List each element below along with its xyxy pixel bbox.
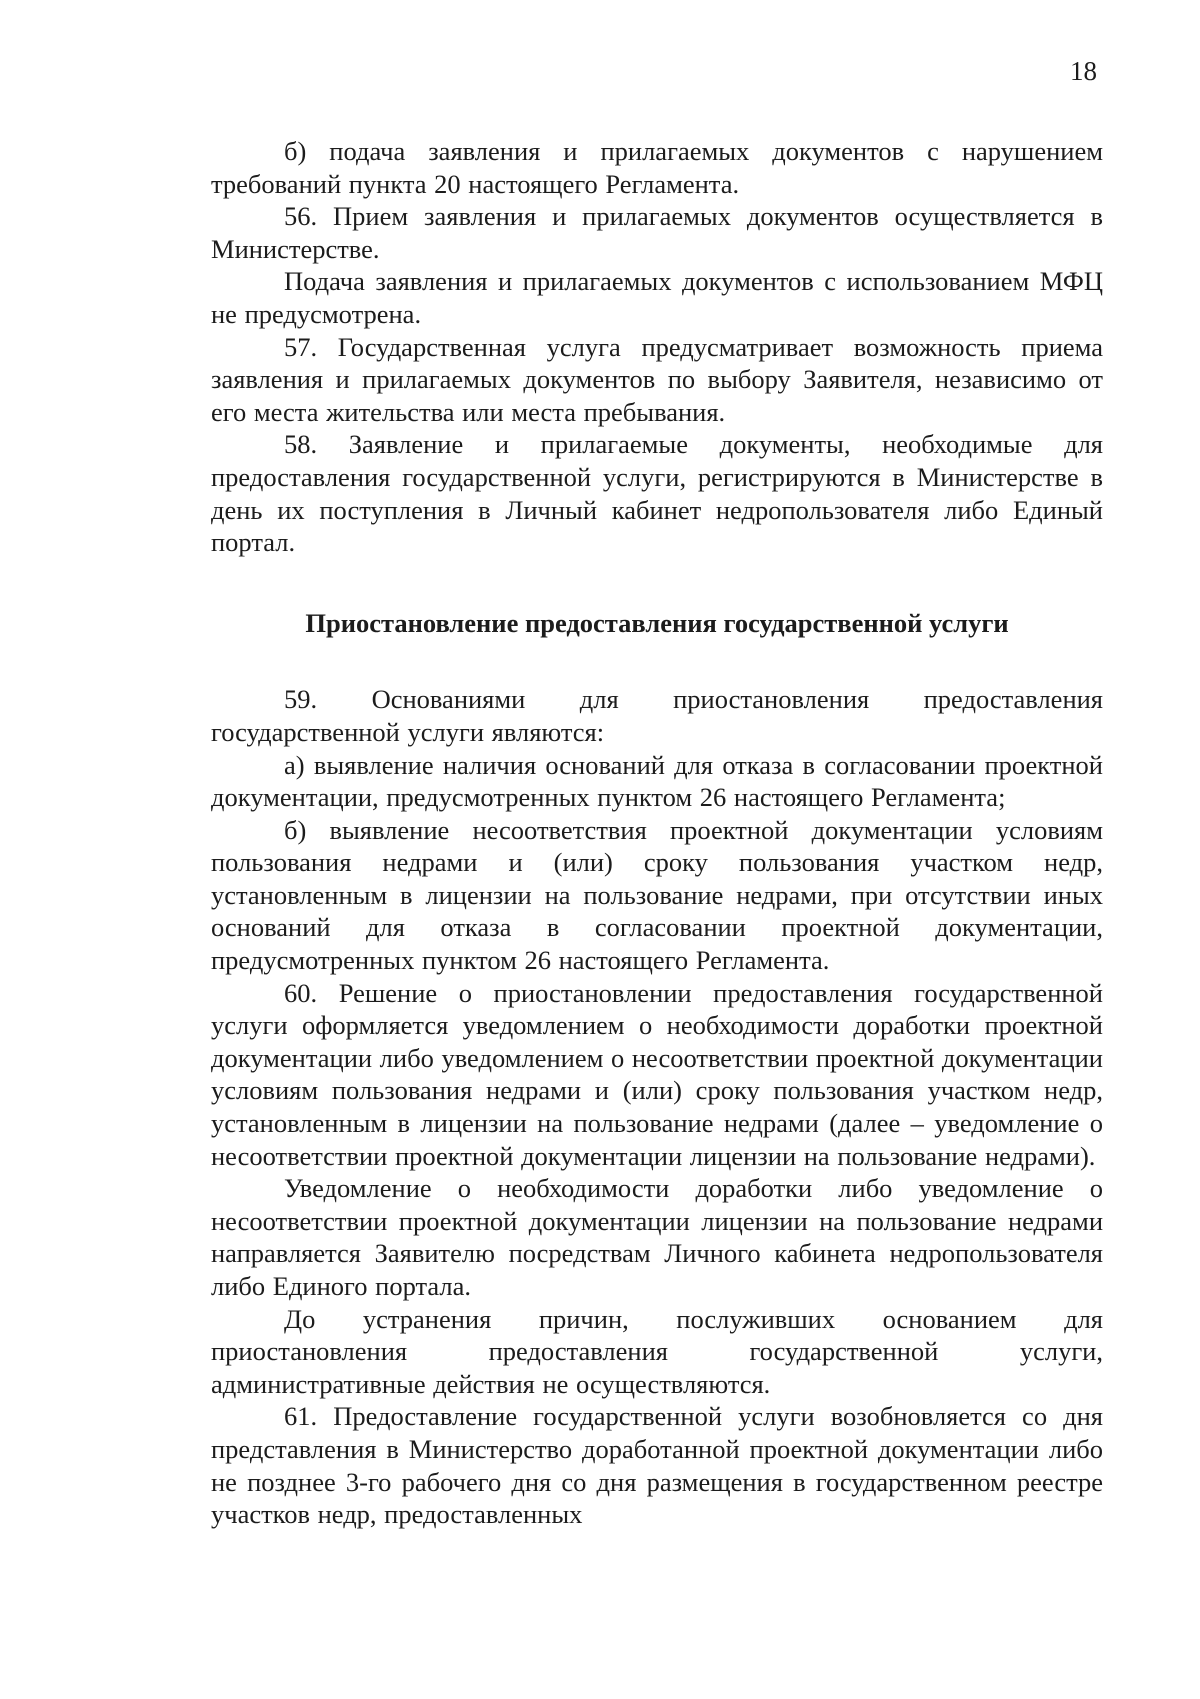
document-body <box>211 135 1103 1531</box>
paragraph: а) выявление наличия оснований для отказа в согласовании проектной документации, предусмотренных пунктом 26 настоящего Регламента; <box>211 749 1103 813</box>
paragraph: 61. Предоставление государственной услуги возобновляется со дня представления в Министерство доработанной проектной документации либо не позднее 3-го рабочего дня со дня размещения в государственном реестре участков недр, предоставленных <box>211 1401 1103 1530</box>
paragraph: 59. Основаниями для приостановления предоставления государственной услуги являются: <box>211 684 1103 747</box>
paragraph: 58. Заявление и прилагаемые документы, необходимые для предоставления государственной услуги, регистрируются в Министерстве в день их поступления в Личный кабинет недропользователя либо Единый портал. <box>211 429 1103 558</box>
page-number: 18 <box>1070 56 1097 86</box>
paragraph: Подача заявления и прилагаемых документов с использованием МФЦ не предусмотрена. <box>211 266 1103 329</box>
paragraph: 56. Прием заявления и прилагаемых документов осуществляется в Министерстве. <box>211 201 1103 264</box>
paragraph: б) выявление несоответствия проектной документации условиям пользования недрами и (или) сроку пользования участком недр, установленным в лицензии на пользование недрами, при отсутствии иных оснований для отказа в согласовании проектной документации, предусмотренных пунктом 26 настоящего Регламента. <box>211 814 1103 976</box>
paragraph: Уведомление о необходимости доработки либо уведомление о несоответствии проектной документации лицензии на пользование недрами направляется Заявителю посредствам Личного кабинета недропользователя либо Единого портала. <box>211 1173 1103 1301</box>
paragraph: б) подача заявления и прилагаемых документов с нарушением требований пункта 20 настоящего Регламента. <box>211 136 1103 199</box>
paragraph: 57. Государственная услуга предусматривает возможность приема заявления и прилагаемых документов по выбору Заявителя, независимо от его места жительства или места пребывания. <box>211 331 1103 427</box>
paragraph: До устранения причин, послуживших основанием для приостановления предоставления государственной услуги, административные действия не осуществляются. <box>211 1303 1103 1399</box>
section-heading: Приостановление предоставления государственной услуги <box>305 607 1009 638</box>
paragraph: 60. Решение о приостановлении предоставления государственной услуги оформляется уведомлением о необходимости доработки проектной документации либо уведомлением о несоответствии проектной документации условиям пользования недрами и (или) сроку пользования участком недр, установленным в лицензии на пользование недрами (далее – уведомление о несоответствии проектной документации лицензии на пользование недрами). <box>211 977 1103 1171</box>
